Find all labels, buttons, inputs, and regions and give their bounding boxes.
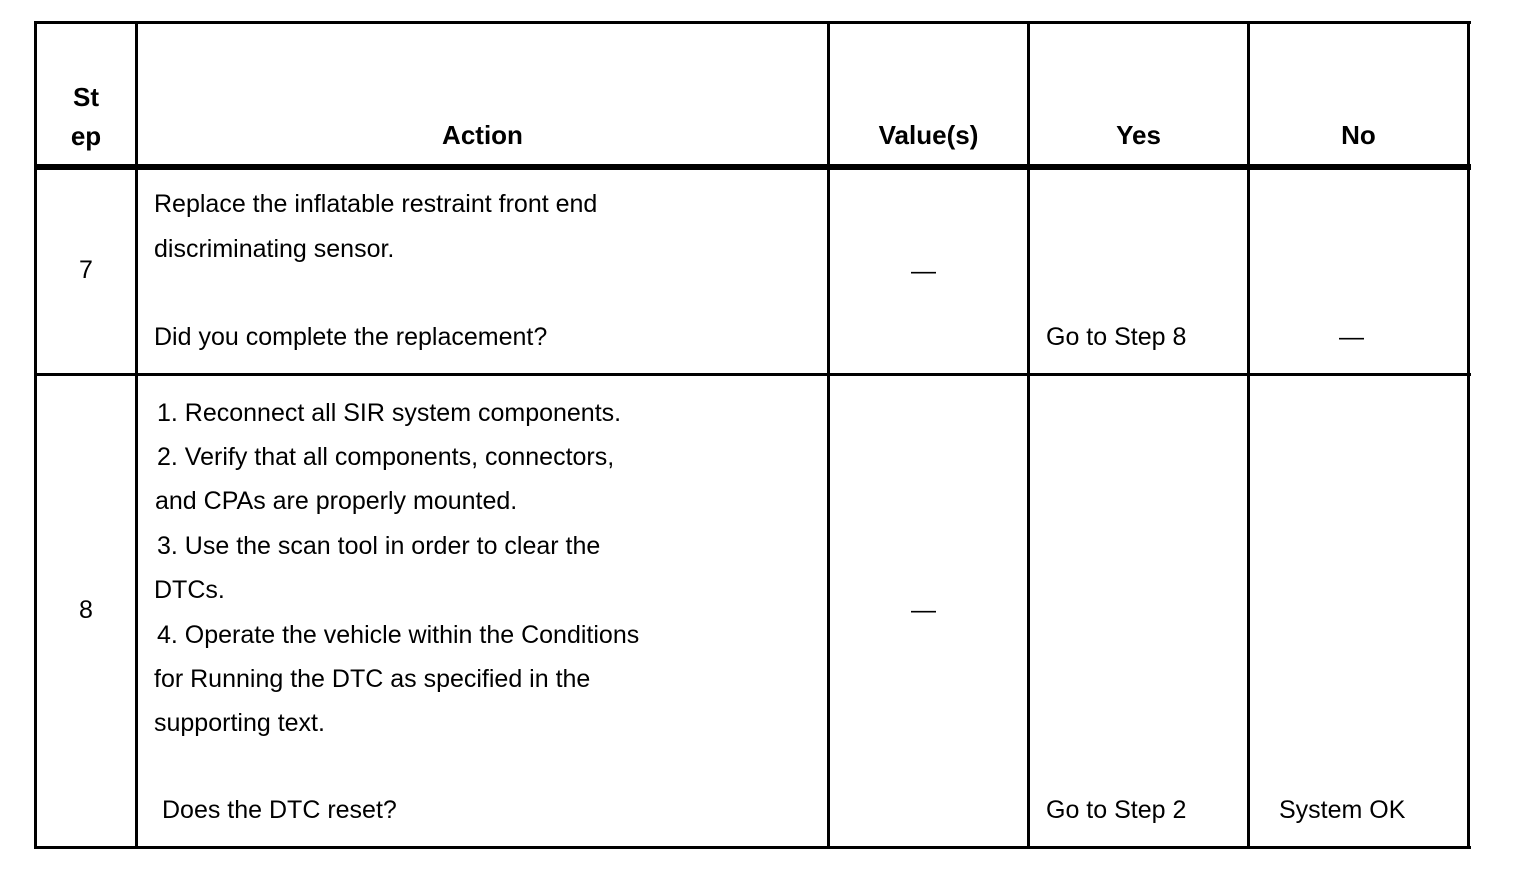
action-line: DTCs. (154, 576, 225, 604)
action-line: discriminating sensor. (154, 235, 395, 263)
header-action: Action (442, 120, 523, 150)
header-yes: Yes (1116, 120, 1161, 150)
yes-link-go-to-step-8[interactable]: Go to Step 8 (1046, 323, 1187, 351)
action-line: 1. Reconnect all SIR system components. (157, 399, 622, 427)
header-bottom-border (34, 164, 1471, 170)
table-bottom-border (34, 846, 1471, 849)
action-question: Did you complete the replacement? (154, 323, 548, 351)
action-line: Replace the inflatable restraint front end (154, 190, 598, 218)
action-line: 2. Verify that all components, connectors, (157, 443, 615, 471)
action-line: and CPAs are properly mounted. (155, 487, 518, 515)
table-top-border (34, 21, 1471, 24)
values-cell: — (911, 257, 936, 285)
row-divider (34, 373, 1471, 376)
header-step: St ep (70, 82, 102, 151)
action-line: for Running the DTC as specified in the (154, 665, 591, 693)
values-cell: — (911, 596, 936, 624)
header-values: Value(s) (878, 120, 979, 150)
column-divider-right (1467, 21, 1470, 849)
step-number: 7 (79, 256, 93, 284)
no-cell-system-ok: System OK (1279, 796, 1406, 824)
header-no: No (1341, 120, 1376, 150)
no-cell: — (1339, 323, 1364, 351)
action-line: supporting text. (154, 709, 325, 737)
yes-link-go-to-step-2[interactable]: Go to Step 2 (1046, 796, 1187, 824)
action-line: 3. Use the scan tool in order to clear the (157, 532, 601, 560)
step-number: 8 (79, 596, 93, 624)
action-question: Does the DTC reset? (162, 796, 397, 824)
action-line: 4. Operate the vehicle within the Conditions (157, 621, 640, 649)
